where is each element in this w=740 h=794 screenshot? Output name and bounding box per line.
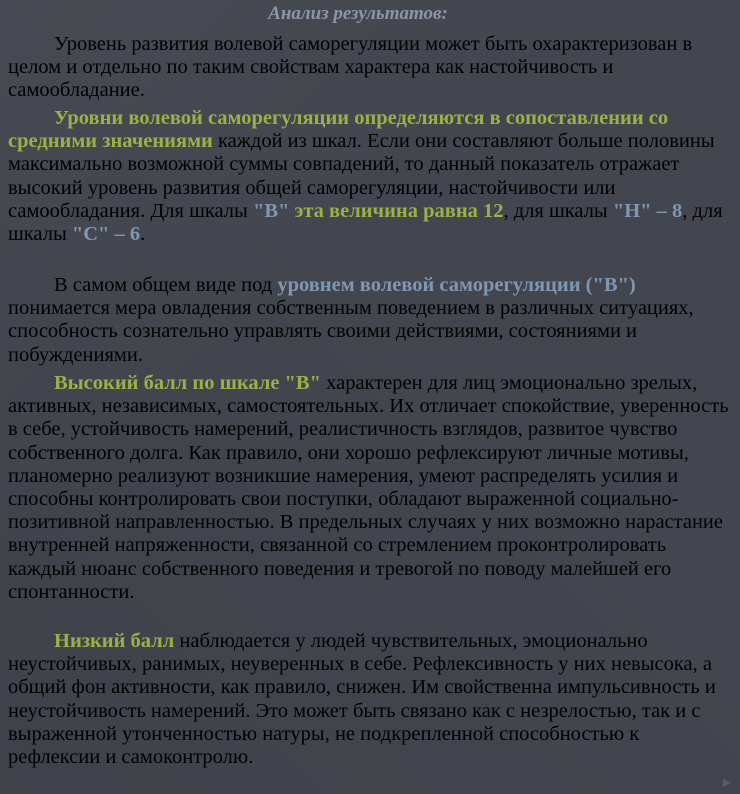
definition-text-1: В самом общем виде под: [54, 274, 278, 296]
paragraph-low-score: [8, 630, 730, 769]
low-score-highlight: Низкий балл: [54, 630, 175, 652]
high-score-text: характерен для лиц эмоционально зрелых, активных, независимых, самостоятельных. Их отличает спокойствие, уверенность в себе, устойчивость намерений, реалистичность взглядов, развитое чувство собственного долга. Как правило, они хорошо рефлексируют личные мотивы, планомерно реализуют возникшие намерения, умеют распределять усилия и способны контролировать свои поступки, обладают выраженной социально-позитивной направленностью. В предельных случаях у них возможно нарастание внутренней напряженности, связанной со стремлением проконтролировать каждый нюанс собственного поведения и тревогой по поводу малейшей его спонтанности.: [8, 372, 729, 603]
levels-text-3: , для шкалы: [8, 199, 723, 246]
paragraph-levels: [8, 107, 730, 246]
paragraph-high-score: [8, 372, 730, 604]
paragraph-intro: [8, 33, 730, 103]
low-score-text: наблюдается у людей чувствительных, эмоционально неустойчивых, ранимых, неуверенных в себе. Рефлексивность у них невысока, а общий фон активности, как правило, снижен. Им свойственна импульсивность и неустойчивость намерений. Это может быть связано как с незрелостью, так и с выраженной утонченностью натуры, не подкрепленной способностью к рефлексии и самоконтролю.: [8, 630, 716, 769]
scale-b-value: эта величина равна 12: [289, 199, 504, 222]
definition-highlight: уровнем волевой саморегуляции ("В"): [277, 274, 636, 296]
triangle-marker-icon: [722, 778, 732, 788]
high-score-scale: "В": [284, 372, 321, 394]
high-score-highlight: Высокий балл по шкале: [54, 372, 285, 394]
paragraph-intro-text: Уровень развития волевой саморегуляции может быть охарактеризован в целом и отдельно по таким свойствам характера как настойчивость и самообладание.: [8, 33, 693, 102]
scale-c-value: "С" – 6: [71, 223, 141, 246]
page-title: Анализ результатов:: [268, 3, 448, 24]
levels-text-4: .: [140, 223, 146, 246]
levels-text-1: каждой из шкал. Если они составляют больше половины максимально возможной суммы совпадений, то данный показатель отражает высокий уровень развития общей саморегуляции, настойчивости или самообладания. Для шкалы: [8, 130, 715, 222]
scale-h-value: "Н" – 8: [612, 199, 683, 222]
levels-text-2: , для шкалы: [503, 199, 613, 222]
scale-b-label: "В": [252, 199, 290, 222]
levels-highlight: Уровни волевой саморегуляции определяются в сопоставлении со средними значениями: [8, 107, 669, 153]
definition-text-2: понимается мера овладения собственным поведением в различных ситуациях, способность сознательно управлять своими действиями, состояниями и побуждениями.: [8, 297, 694, 366]
paragraph-definition: [8, 274, 730, 367]
